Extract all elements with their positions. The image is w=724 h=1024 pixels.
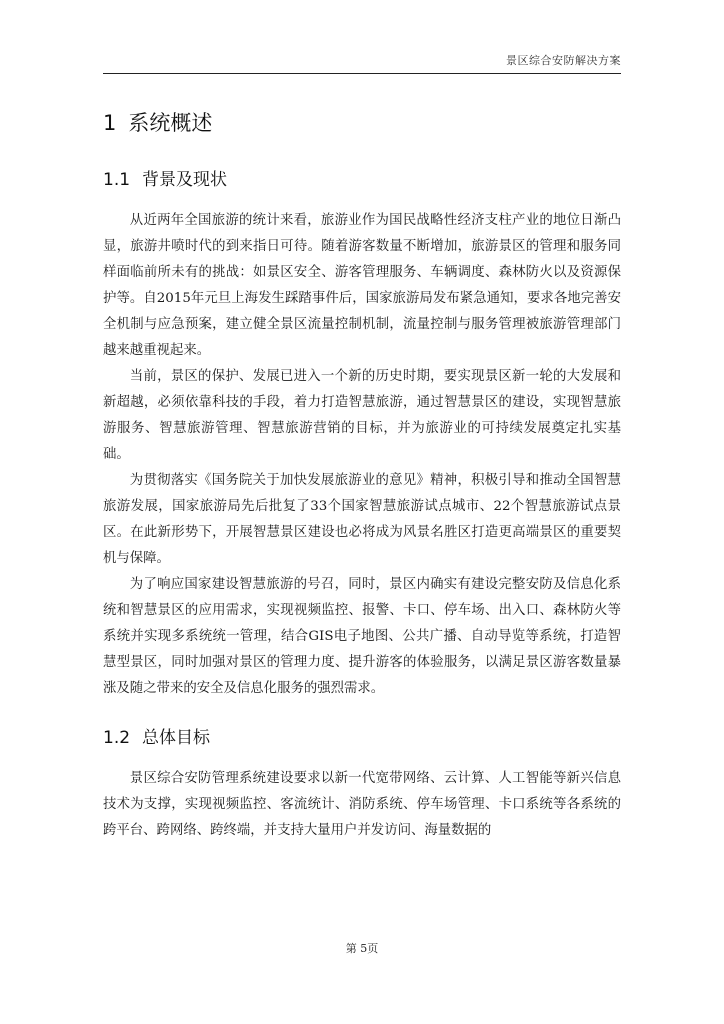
section-overall-goals [103, 724, 621, 844]
chapter-number: 1 [103, 111, 117, 135]
chapter-title: 系统概述 [128, 111, 213, 135]
page-number: 第 5页 [345, 942, 379, 955]
section-heading [103, 724, 621, 752]
body-paragraph: 当前，景区的保护、发展已进入一个新的历史时期，要实现景区新一轮的大发展和新超越，必须依靠科技的手段，着力打造智慧旅游，通过智慧景区的建设，实现智慧旅游服务、智慧旅游管理、智慧旅游营销的目标，并为旅游业的可持续发展奠定扎实基础。 [103, 369, 621, 462]
page-body [103, 106, 621, 844]
running-header-title: 景区综合安防解决方案 [506, 54, 621, 67]
section-number: 1.1 [103, 170, 131, 190]
section-number: 1.2 [103, 728, 131, 748]
header-divider [103, 73, 621, 74]
body-paragraph: 为了响应国家建设智慧旅游的号召，同时，景区内确实有建设完整安防及信息化系统和智慧景区的应用需求，实现视频监控、报警、卡口、停车场、出入口、森林防火等系统并实现多系统统一管理，结合GIS电子地图、公共广播、自动导览等系统，打造智慧型景区，同时加强对景区的管理力度、提升游客的体验服务，以满足景区游客数量暴涨及随之带来的安全及信息化服务的强烈需求。 [103, 577, 621, 696]
section-background [103, 166, 621, 702]
body-paragraph: 景区综合安防管理系统建设要求以新一代宽带网络、云计算、人工智能等新兴信息技术为支撑，实现视频监控、客流统计、消防系统、停车场管理、卡口系统等各系统的跨平台、跨网络、跨终端，并支持大量用户并发访问、海量数据的 [103, 771, 621, 838]
section-heading [103, 166, 621, 194]
chapter-heading [103, 106, 621, 140]
body-paragraph: 为贯彻落实《国务院关于加快发展旅游业的意见》精神，积极引导和推动全国智慧旅游发展，国家旅游局先后批复了33个国家智慧旅游试点城市、22个智慧旅游试点景区。在此新形势下，开展智慧景区建设也必将成为风景名胜区打造更高端景区的重要契机与保障。 [103, 473, 621, 566]
section-title: 总体目标 [142, 728, 211, 748]
section-title: 背景及现状 [142, 170, 228, 190]
body-paragraph: 从近两年全国旅游的统计来看，旅游业作为国民战略性经济支柱产业的地位日渐凸显，旅游井喷时代的到来指日可待。随着游客数量不断增加，旅游景区的管理和服务同样面临前所未有的挑战：如景区安全、游客管理服务、车辆调度、森林防火以及资源保护等。自2015年元旦上海发生踩踏事件后，国家旅游局发布紧急通知，要求各地完善安全机制与应急预案，建立健全景区流量控制机制，流量控制与服务管理被旅游管理部门越来越重视起来。 [103, 213, 621, 358]
